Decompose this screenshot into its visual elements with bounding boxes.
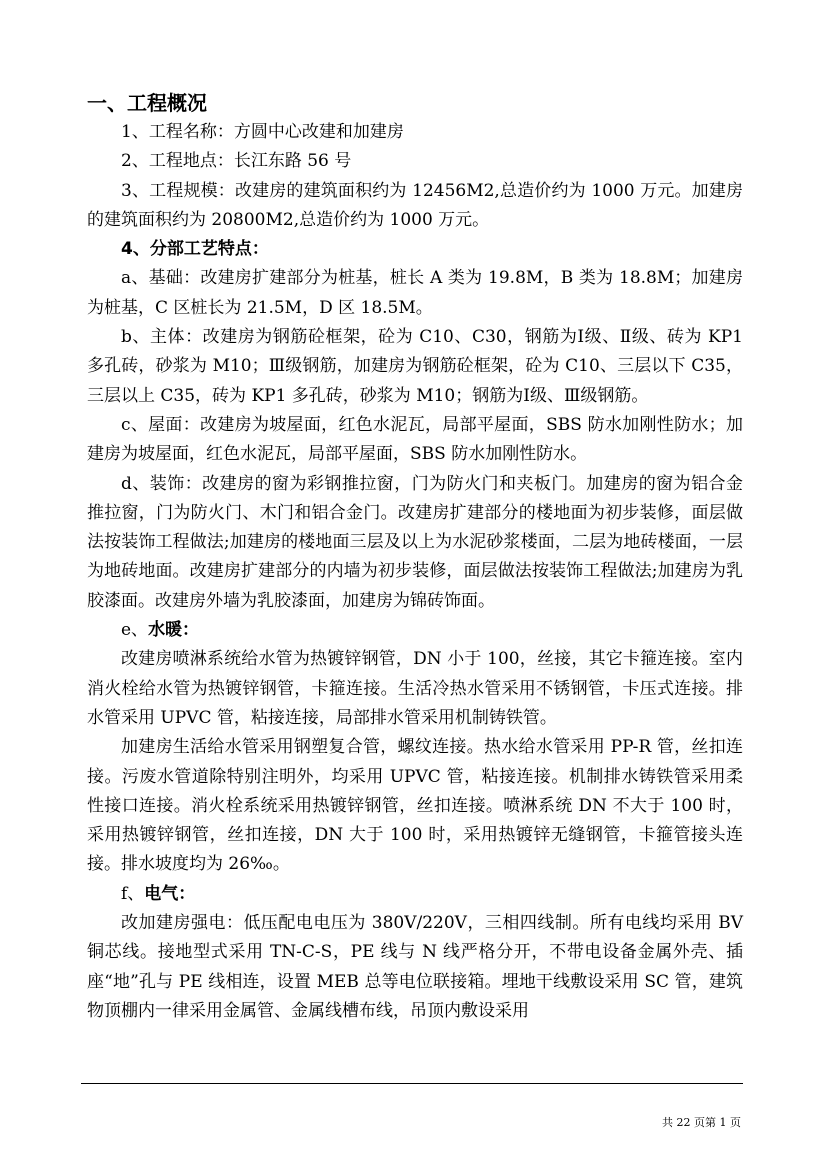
plumbing-paragraph-1: 改建房喷淋系统给水管为热镀锌钢管，DN 小于 100，丝接，其它卡箍连接。室内消火栓给水管为热镀锌钢管，卡箍连接。生活冷热水管采用不锈钢管，卡压式连接。排水管采用 UPVC 管，粘接连接，局部排水管采用机制铸铁管。 bbox=[87, 649, 743, 728]
document-body bbox=[87, 88, 743, 1026]
section-foundation: a、基础：改建房扩建部分为桩基，桩长 A 类为 19.8M，B 类为 18.8M；加建房为桩基，C 区桩长为 21.5M，D 区 18.5M。 bbox=[87, 268, 743, 318]
features-title: 4、分部工艺特点： bbox=[121, 239, 269, 260]
project-location: 2、工程地点：长江东路 56 号 bbox=[121, 151, 352, 172]
footer-divider bbox=[81, 1083, 743, 1084]
electrical-prefix: f、 bbox=[121, 883, 145, 904]
section-roof: c、屋面：改建房为坡屋面，红色水泥瓦，局部平屋面，SBS 防水加刚性防水；加建房为坡屋面，红色水泥瓦，局部平屋面，SBS 防水加刚性防水。 bbox=[87, 414, 743, 465]
electrical-paragraph-1: 改加建房强电：低压配电电压为 380V/220V，三相四线制。所有电线均采用 BV 铜芯线。接地型式采用 TN-C-S，PE 线与 N 线严格分开，不带电设备金属外壳、插座“地”孔与 PE 线相连，设置 MEB 总等电位联接箱。埋地干线敷设采用 SC 管，建筑物顶棚内一律采用金属管、金属线槽布线，吊顶内敷设采用 bbox=[87, 913, 743, 1021]
project-scale: 3、工程规模：改建房的建筑面积约为 12456M2,总造价约为 1000 万元。加建房的建筑面积约为 20800M2,总造价约为 1000 万元。 bbox=[87, 180, 743, 230]
project-name: 1、工程名称：方圆中心改建和加建房 bbox=[121, 122, 404, 142]
plumbing-prefix: e、 bbox=[121, 620, 149, 641]
section-structure: b、主体：改建房为钢筋砼框架，砼为 C10、C30，钢筋为Ⅰ级、Ⅱ级、砖为 KP1 多孔砖，砂浆为 M10；Ⅲ级钢筋，加建房为钢筋砼框架，砼为 C10、三层以下 C35，三层以上 C35，砖为 KP1 多孔砖，砂浆为 M10；钢筋为Ⅰ级、Ⅲ级钢筋。 bbox=[87, 327, 743, 406]
plumbing-title: 水暖： bbox=[148, 620, 200, 641]
electrical-title: 电气： bbox=[144, 883, 196, 904]
page-number: 共 22 页第 1 页 bbox=[662, 1116, 741, 1129]
section-decoration: d、装饰：改建房的窗为彩钢推拉窗，门为防火门和夹板门。加建房的窗为铝合金推拉窗，门为防火门、木门和铝合金门。改建房扩建部分的楼地面为初步装修，面层做法按装饰工程做法;加建房的楼地面三层及以上为水泥砂浆楼面，二层为地砖楼面，一层为地砖地面。改建房扩建部分的内墙为初步装修，面层做法按装饰工程做法;加建房为乳胶漆面。改建房外墙为乳胶漆面，加建房为锦砖饰面。 bbox=[87, 473, 743, 611]
plumbing-paragraph-2: 加建房生活给水管采用钢塑复合管，螺纹连接。热水给水管采用 PP-R 管，丝扣连接。污废水管道除特别注明外，均采用 UPVC 管，粘接连接。机制排水铸铁管采用柔性接口连接。消火栓系统采用热镀锌钢管，丝扣连接。喷淋系统 DN 不大于 100 时，采用热镀锌钢管，丝扣连接，DN 大于 100 时，采用热镀锌无缝钢管，卡箍管接头连接。排水坡度均为 26‰。 bbox=[87, 737, 743, 875]
section-plumbing-title bbox=[87, 616, 743, 645]
section-heading: 一、工程概况 bbox=[87, 91, 207, 115]
section-electrical-title bbox=[87, 880, 743, 909]
